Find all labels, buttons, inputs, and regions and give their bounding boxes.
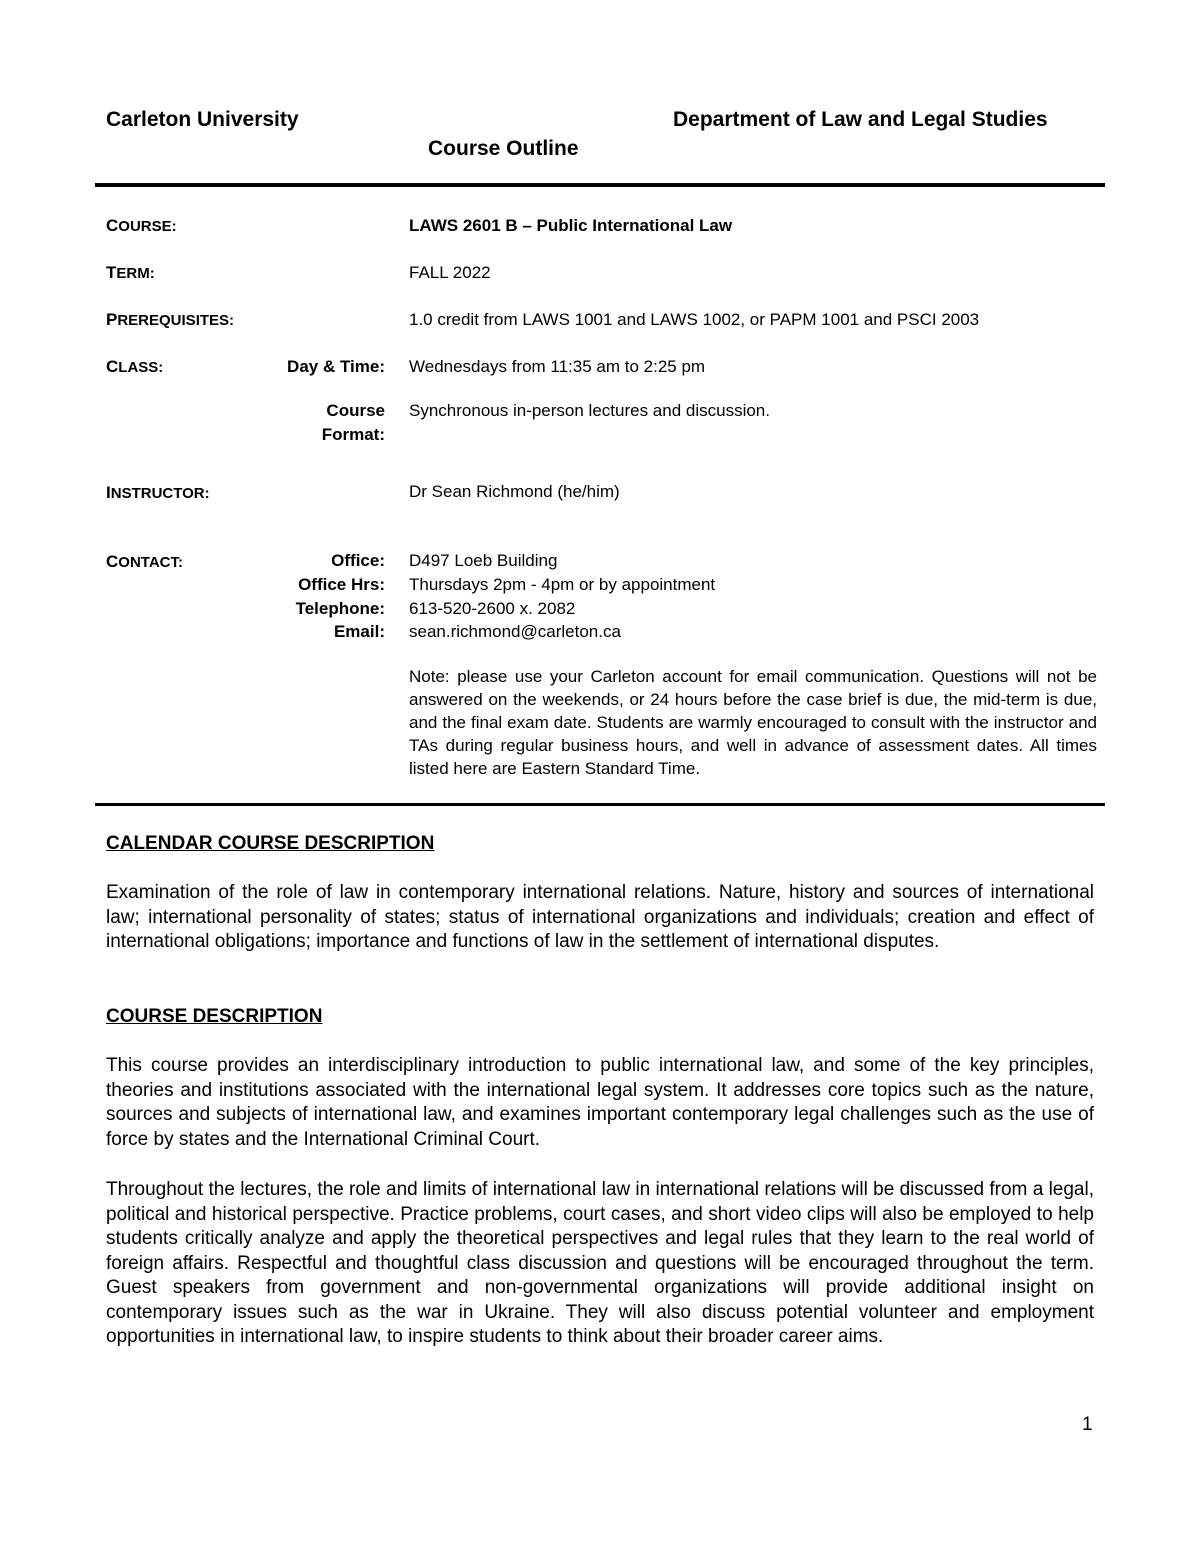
office-hours-value: Thursdays 2pm - 4pm or by appointment [409,575,716,594]
class-label: CLASS: [106,357,164,376]
email-value[interactable]: sean.richmond@carleton.ca [409,622,621,641]
info-divider [95,803,1105,806]
calendar-description-text: Examination of the role of law in contemporary international relations. Nature, history and sources of international law; international personality of states; status of international organizations and individuals; creation and effect of international obligations; importance and functions of law in the settlement of international disputes. [106,882,1094,952]
instructor-label: INSTRUCTOR: [106,483,210,502]
course-label: COURSE: [106,216,177,235]
header-divider [95,183,1105,187]
day-time-value: Wednesdays from 11:35 am to 2:25 pm [409,357,706,376]
term-value: FALL 2022 [409,263,491,282]
course-format-value: Synchronous in-person lectures and discussion. [409,401,770,420]
course-format-label-line1: Course [326,401,385,420]
office-value: D497 Loeb Building [409,551,558,570]
contact-note: Note: please use your Carleton account for email communication. Questions will not be answered on the weekends, or 24 hours before the case brief is due, the mid-term is due, and the final exam date. Students are warmly encouraged to consult with the instructor and TAs during regular business hours, and well in advance of assessment dates. All times listed here are Eastern Standard Time. [409,667,1097,778]
course-description-paragraph-1: This course provides an interdisciplinary introduction to public international law, and some of the key principles, theories and institutions associated with the international legal system. It addresses core topics such as the nature, sources and subjects of international law, and examines important contemporary legal challenges such as the use of force by states and the International Criminal Court. [106,1055,1094,1150]
office-label: Office: [331,551,385,570]
contact-label: CONTACT: [106,552,183,571]
instructor-value: Dr Sean Richmond (he/him) [409,482,620,501]
course-description-paragraph-2: Throughout the lectures, the role and limits of international law in international relations will be discussed from a legal, political and historical perspective. Practice problems, court cases, and short video clips will also be employed to help students critically analyze and apply the theoretical perspectives and legal rules that they learn to the real world of foreign affairs. Respectful and thoughtful class discussion and questions will be encouraged throughout the term. Guest speakers from government and non-governmental organizations will provide additional insight on contemporary issues such as the war in Ukraine. They will also discuss potential volunteer and employment opportunities in international law, to inspire students to think about their broader career aims. [106,1179,1094,1347]
page-number: 1 [1082,1414,1093,1435]
term-label: TERM: [106,263,155,282]
course-format-label-line2: Format: [321,425,385,444]
calendar-description-heading: CALENDAR COURSE DESCRIPTION [106,833,435,854]
document-title: Course Outline [428,137,579,160]
telephone-label: Telephone: [295,599,385,618]
course-description-heading: COURSE DESCRIPTION [106,1006,323,1027]
department-name: Department of Law and Legal Studies [673,108,1048,131]
course-value: LAWS 2601 B – Public International Law [409,216,733,235]
prerequisites-label: PREREQUISITES: [106,310,235,329]
email-label: Email: [333,622,385,641]
telephone-value: 613-520-2600 x. 2082 [409,599,576,618]
prerequisites-value: 1.0 credit from LAWS 1001 and LAWS 1002, or PAPM 1001 and PSCI 2003 [409,310,980,329]
office-hours-label: Office Hrs: [298,575,385,594]
university-name: Carleton University [106,108,299,131]
day-time-label: Day & Time: [287,357,385,376]
